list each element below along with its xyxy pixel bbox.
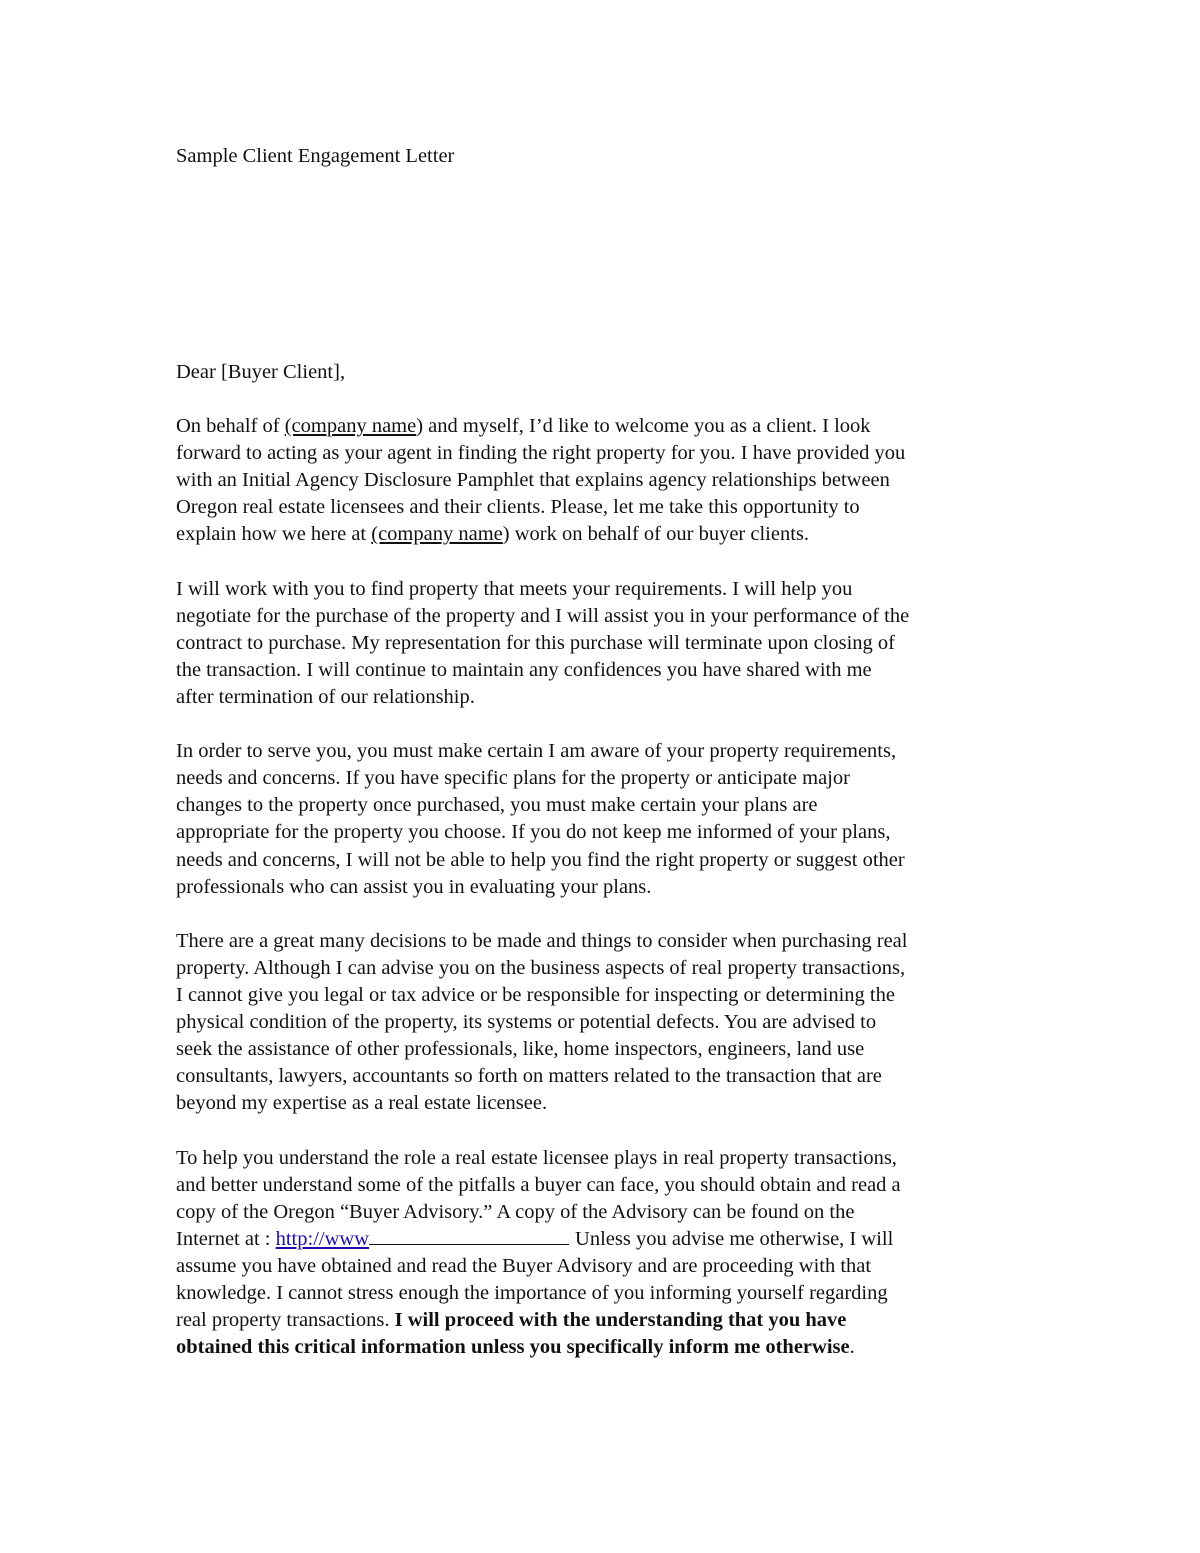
text-line: consultants, lawyers, accountants so forth on matters related to the transaction that are: [176, 1065, 882, 1088]
text-line: [176, 1226, 1046, 1253]
text-line: beyond my expertise as a real estate licensee.: [176, 1092, 548, 1115]
text-line: appropriate for the property you choose. If you do not keep me informed of your plans,: [176, 821, 891, 844]
text-line: In order to serve you, you must make certain I am aware of your property requirements,: [176, 740, 897, 763]
text-run: ) and myself, I’d like to welcome you as a client. I look: [416, 415, 871, 437]
text-line: with an Initial Agency Disclosure Pamphlet that explains agency relationships between: [176, 469, 890, 492]
text-line: and better understand some of the pitfalls a buyer can face, you should obtain and read a: [176, 1173, 901, 1196]
text-run: .: [849, 1336, 855, 1359]
text-line: the transaction. I will continue to maintain any confidences you have shared with me: [176, 658, 872, 681]
text-line: [176, 413, 1046, 440]
text-line: [176, 1334, 1046, 1361]
text-line: property. Although I can advise you on the business aspects of real property transactions,: [176, 956, 906, 979]
text-line: needs and concerns. If you have specific plans for the property or anticipate major: [176, 767, 850, 790]
text-line: I cannot give you legal or tax advice or be responsible for inspecting or determining the: [176, 983, 895, 1006]
paragraph-requirements: [176, 738, 1046, 901]
text-line: negotiate for the purchase of the property and I will assist you in your performance of the: [176, 604, 910, 627]
text-line: copy of the Oregon “Buyer Advisory.” A copy of the Advisory can be found on the: [176, 1200, 855, 1223]
text-line: [176, 1307, 1046, 1334]
text-run: On behalf of: [176, 415, 285, 437]
letter-body: [176, 413, 1046, 1361]
company-name-placeholder: (company name: [371, 523, 503, 546]
text-line: knowledge. I cannot stress enough the importance of you informing yourself regarding: [176, 1282, 888, 1304]
text-line: contract to purchase. My representation for this purchase will terminate upon closing of: [176, 631, 895, 654]
paragraph-representation: [176, 576, 1046, 711]
company-name-placeholder: (company name: [284, 415, 417, 437]
text-line: There are a great many decisions to be made and things to consider when purchasing real: [176, 929, 908, 952]
text-run: real property transactions.: [176, 1309, 395, 1332]
text-line: physical condition of the property, its systems or potential defects. You are advised to: [176, 1011, 877, 1034]
text-line: forward to acting as your agent in finding the right property for you. I have provided you: [176, 442, 906, 465]
document-title: Sample Client Engagement Letter: [176, 145, 455, 167]
text-line: I will work with you to find property that meets your requirements. I will help you: [176, 577, 853, 600]
text-line: seek the assistance of other professionals, like, home inspectors, engineers, land use: [176, 1038, 865, 1061]
paragraph-professional-advice: [176, 928, 1046, 1118]
text-line: needs and concerns, I will not be able to help you find the right property or suggest other: [176, 848, 905, 871]
text-line: after termination of our relationship.: [176, 685, 475, 708]
url-fill-in-blank: [369, 1226, 569, 1245]
text-line: professionals who can assist you in evaluating your plans.: [176, 875, 652, 898]
text-run: ) work on behalf of our buyer clients.: [502, 523, 810, 546]
text-line: assume you have obtained and read the Buyer Advisory and are proceeding with that: [176, 1254, 872, 1277]
text-line: Oregon real estate licensees and their clients. Please, let me take this opportunity to: [176, 496, 860, 519]
text-line: [176, 521, 1046, 548]
text-line: changes to the property once purchased, you must make certain your plans are: [176, 794, 818, 817]
advisory-url-link[interactable]: http://www: [275, 1227, 370, 1250]
text-line: To help you understand the role a real estate licensee plays in real property transactions,: [176, 1146, 897, 1169]
bold-statement: obtained this critical information unless you specifically inform me otherwise: [176, 1336, 850, 1359]
paragraph-buyer-advisory: [176, 1145, 1046, 1362]
paragraph-welcome: [176, 413, 1046, 548]
text-run: Unless you advise me otherwise, I will: [575, 1227, 894, 1250]
text-run: explain how we here at: [176, 523, 372, 546]
bold-statement: I will proceed with the understanding that you have: [394, 1309, 847, 1332]
salutation: Dear [Buyer Client],: [176, 361, 346, 383]
text-run: Internet at :: [176, 1227, 276, 1250]
